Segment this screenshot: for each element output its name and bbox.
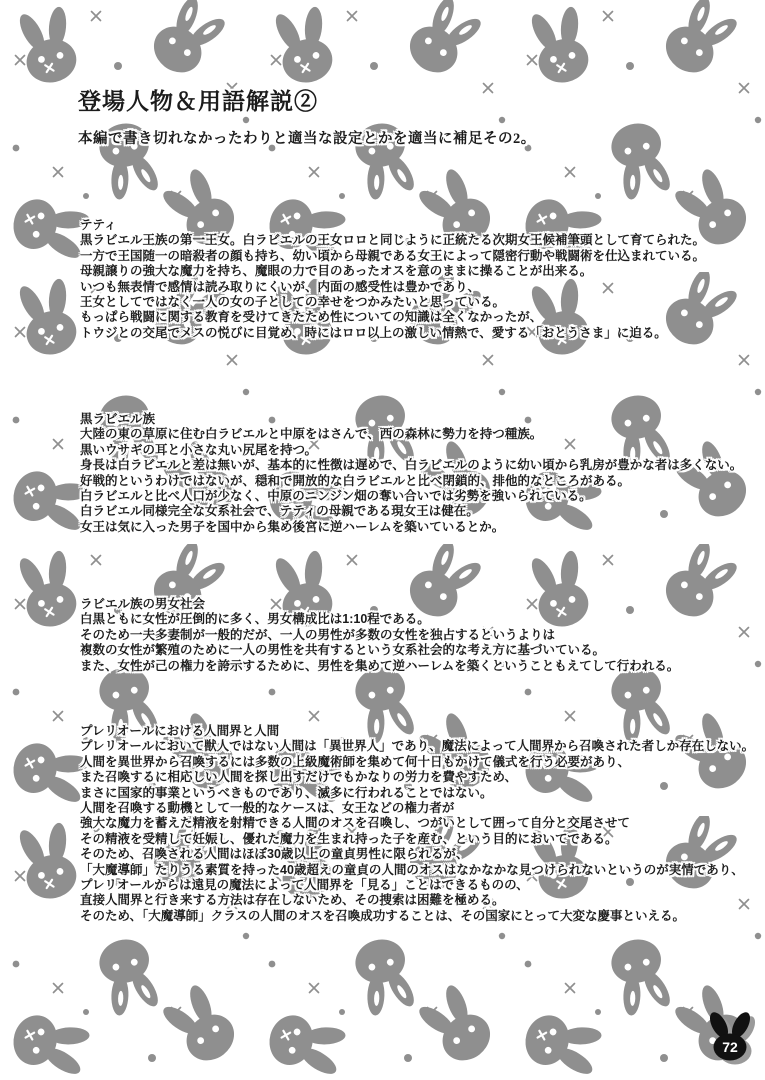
text-line: 母親譲りの強大な魔力を持ち、魔眼の力で目のあったオスを意のままに操ることが出来る。 bbox=[80, 264, 593, 279]
section-black-laviel-tribe bbox=[80, 412, 762, 535]
text-line: プレリオールからは遠見の魔法によって人間界を「見る」ことはできるものの、 bbox=[80, 878, 529, 893]
section-body bbox=[80, 427, 762, 535]
text-line: 王女としてではなく一人の女の子としての幸せをつかみたいと思っている。 bbox=[80, 295, 506, 310]
text-line: 人間を異世界から召喚するには多数の上級魔術師を集めて何十日もかけて儀式を行う必要があり、 bbox=[80, 754, 631, 769]
text-line: 好戦的というわけではないが、穏和で開放的な白ラビエルと比べ閉鎖的、排他的なところがある。 bbox=[80, 473, 631, 488]
text-line: 白ラビエルと比べ人口が少なく、中原のニンジン畑の奪い合いでは劣勢を強いられている。 bbox=[80, 489, 592, 504]
text-line: もっぱら戦闘に関する教育を受けてきたため性についての知識は全くなかったが、 bbox=[80, 310, 543, 325]
section-body bbox=[80, 612, 762, 674]
section-preliol-human-world bbox=[80, 724, 762, 924]
page-number: 72 bbox=[722, 1039, 738, 1055]
text-line: 女王は気に入った男子を国中から集め後宮に逆ハーレムを築いているとか。 bbox=[80, 519, 505, 534]
text-line: プレリオールにおいて獣人ではない人間は「異世界人」であり、魔法によって人間界から召喚された者しか存在しない。 bbox=[80, 739, 755, 754]
text-line: 複数の女性が繁殖のために一人の男性を共有するという女系社会的な考え方に基づいている。 bbox=[80, 643, 606, 658]
text-line: 身長は白ラビエルと差は無いが、基本的に性徴は遅めで、白ラビエルのように幼い頃から乳房が豊かな者は多くない。 bbox=[80, 458, 743, 473]
page-number-bunny-badge bbox=[701, 1010, 763, 1074]
text-line: 白黒ともに女性が圧倒的に多く、男女構成比は1:10程である。 bbox=[80, 612, 430, 627]
text-line: 一方で王国随一の暗殺者の顔も持ち、幼い頃から母親である女王によって隠密行動や戦闘術を仕込まれている。 bbox=[80, 248, 706, 263]
section-heading: 黒ラビエル族 bbox=[80, 412, 156, 426]
text-line: また、女性が己の権力を誇示するために、男性を集めて逆ハーレムを築くということもえてして行われる。 bbox=[80, 658, 680, 673]
text-line: 白ラビエル同様完全な女系社会で、テティの母親である現女王は健在。 bbox=[80, 504, 479, 519]
section-heading: テティ bbox=[80, 218, 117, 232]
text-line: その精液を受精して妊娠し、優れた魔力を生まれ持った子を産む、という目的においてである。 bbox=[80, 831, 618, 846]
page-subtitle: 本編で書き切れなかったわりと適当な設定とかを適当に補足その2。 bbox=[78, 130, 536, 147]
text-line: 「大魔導師」たりうる素質を持った40歳超えの童貞の人間のオスはなかなかな見つけられないというのが実情であり、 bbox=[80, 862, 744, 877]
text-line: 人間を召喚する動機として一般的なケースは、女王などの権力者が bbox=[80, 801, 455, 816]
text-line: トウジとの交尾でメスの悦びに目覚め、時にはロロ以上の激しい情熱で、愛する「おとうさま」に迫る。 bbox=[80, 325, 667, 340]
text-line: 大陸の東の草原に住む白ラビエルと中原をはさんで、西の森林に勢力を持つ種族。 bbox=[80, 427, 543, 442]
text-line: まさに国家的事業というべきものであり、滅多に行われることではない。 bbox=[80, 785, 493, 800]
section-body bbox=[80, 233, 762, 341]
text-line: また召喚するに相応しい人間を探し出すだけでもかなりの労力を費やすため、 bbox=[80, 770, 518, 785]
text-line: そのため一夫多妻制が一般的だが、一人の男性が多数の女性を独占するというよりは bbox=[80, 627, 556, 642]
section-heading: プレリオールにおける人間界と人間 bbox=[80, 724, 280, 738]
text-line: 黒ラビエル王族の第一王女。白ラビエルの王女ロロと同じように正統たる次期女王候補筆頭として育てられた。 bbox=[80, 233, 706, 248]
section-tethi bbox=[80, 218, 762, 341]
section-body bbox=[80, 739, 762, 924]
text-line: 強大な魔力を蓄えた精液を射精できる人間のオスを召喚し、つがいとして囲って自分と交尾させて bbox=[80, 816, 630, 831]
text-line: そのため、召喚される人間はほぼ30歳以上の童貞男性に限られるが、 bbox=[80, 847, 469, 862]
section-laviel-gender-society bbox=[80, 597, 762, 674]
section-heading: ラビエル族の男女社会 bbox=[80, 597, 206, 611]
text-line: そのため、「大魔導師」クラスの人間のオスを召喚成功することは、その国家にとって大変な慶事といえる。 bbox=[80, 908, 686, 923]
text-line: 黒いウサギの耳と小さな丸い尻尾を持つ。 bbox=[80, 442, 318, 457]
page-title: 登場人物＆用語解説② bbox=[78, 88, 318, 115]
text-line: 直接人間界と行き来する方法は存在しないため、その捜索は困難を極める。 bbox=[80, 893, 505, 908]
text-line: いつも無表情で感情は読み取りにくいが、内面の感受性は豊かであり、 bbox=[80, 279, 481, 294]
